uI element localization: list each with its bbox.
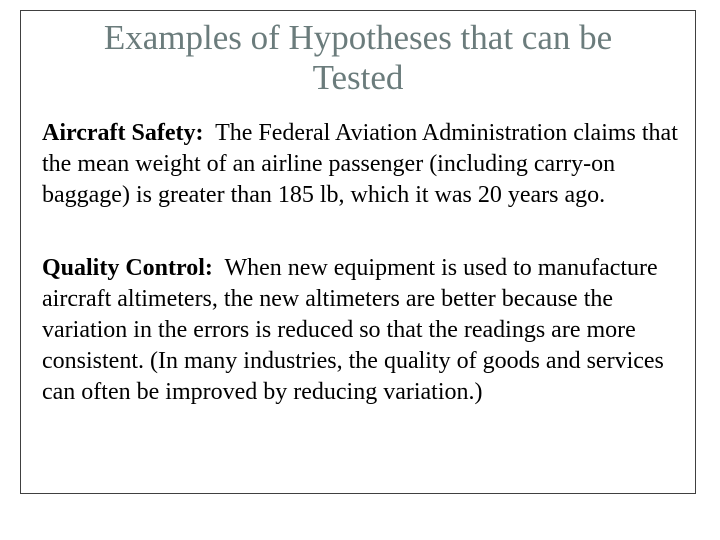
aircraft-safety-label: Aircraft Safety:	[42, 120, 204, 146]
slide-body	[42, 118, 698, 408]
aircraft-safety-paragraph	[42, 118, 698, 211]
quality-control-label: Quality Control:	[42, 255, 213, 281]
title-line-1: Examples of Hypotheses that can be	[103, 18, 613, 57]
title-line-2: Tested	[312, 58, 404, 97]
aircraft-safety-text: The Federal Aviation Administration claims that the mean weight of an airline passenger (including carry-on baggage) is greater than 185 lb, which it was 20 years ago.	[42, 120, 678, 208]
quality-control-paragraph	[42, 253, 698, 408]
quality-control-text: When new equipment is used to manufacture aircraft altimeters, the new altimeters are better because the variation in the errors is reduced so that the readings are more consistent. (In many industries, the quality of goods and services can often be improved by reducing variation.)	[42, 255, 664, 405]
slide-title	[20, 18, 696, 98]
